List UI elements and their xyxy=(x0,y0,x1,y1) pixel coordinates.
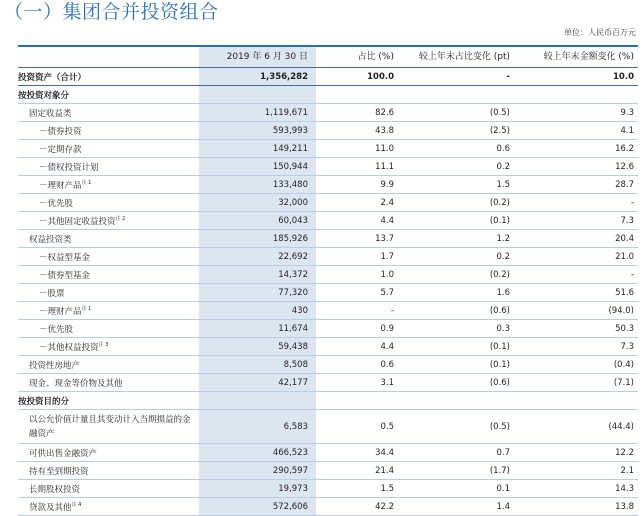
row-label xyxy=(18,462,199,480)
table-row xyxy=(18,194,638,212)
cell-v2: 13.7 xyxy=(316,230,402,248)
cell-v4: 50.3 xyxy=(518,320,638,338)
cell-v1: 11,674 xyxy=(199,320,316,338)
portfolio-table xyxy=(18,45,638,516)
row-label xyxy=(18,140,199,158)
row-label xyxy=(18,122,199,140)
cell-v3: (0.6) xyxy=(402,374,518,392)
footnote-marker: 注 1 xyxy=(81,179,92,186)
cell-v4: 2.1 xyxy=(518,462,638,480)
row-label xyxy=(18,338,199,356)
row-label-text: 投资资产（合计） xyxy=(18,72,87,83)
cell-v2: 1.5 xyxy=(316,480,402,498)
table-row xyxy=(18,158,638,176)
table-row xyxy=(18,498,638,516)
row-label xyxy=(18,480,199,498)
table-row xyxy=(18,374,638,392)
cell-v2: 21.4 xyxy=(316,462,402,480)
cell-v2: 1.0 xyxy=(316,266,402,284)
cell-v4: (7.1) xyxy=(518,374,638,392)
cell-v2: 43.8 xyxy=(316,122,402,140)
cell-v3: 0.2 xyxy=(402,248,518,266)
table-row xyxy=(18,266,638,284)
header-ratio: 占比 (%) xyxy=(357,52,394,62)
cell-v2: 2.4 xyxy=(316,194,402,212)
row-label xyxy=(18,410,199,444)
cell-v2: 0.5 xyxy=(316,410,402,444)
cell-v1: 42,177 xyxy=(199,374,316,392)
cell-v1: 430 xyxy=(199,302,316,320)
cell-v3: (0.1) xyxy=(402,212,518,230)
row-label xyxy=(18,374,199,392)
row-label xyxy=(18,392,199,410)
cell-v3: (0.2) xyxy=(402,194,518,212)
cell-v4: (0.4) xyxy=(518,356,638,374)
row-label xyxy=(18,498,199,516)
cell-v4 xyxy=(518,86,638,104)
cell-v3 xyxy=(402,392,518,410)
header-date: 2019 年 6 月 30 日 xyxy=(226,52,308,62)
cell-v1: 290,597 xyxy=(199,462,316,480)
row-label-text: －定期存款 xyxy=(39,144,82,155)
cell-v3: - xyxy=(402,68,518,86)
table-row xyxy=(18,320,638,338)
cell-v3: (0.6) xyxy=(402,302,518,320)
row-label-text: 可供出售金融资产 xyxy=(29,448,98,459)
cell-v2: 11.0 xyxy=(316,140,402,158)
table-row xyxy=(18,230,638,248)
row-label xyxy=(18,176,199,194)
cell-v1: 572,606 xyxy=(199,498,316,516)
cell-v1: 593,993 xyxy=(199,122,316,140)
table-row xyxy=(18,356,638,374)
cell-v4: 9.3 xyxy=(518,104,638,122)
cell-v4: 12.6 xyxy=(518,158,638,176)
table-row xyxy=(18,284,638,302)
data-table xyxy=(18,68,638,516)
row-label-text: －债券型基金 xyxy=(39,270,91,281)
row-label xyxy=(18,158,199,176)
cell-v2: 9.9 xyxy=(316,176,402,194)
footnote-marker: 注 1 xyxy=(81,305,92,312)
cell-v1 xyxy=(199,86,316,104)
row-label-text: 现金、现金等价物及其他 xyxy=(29,378,123,389)
cell-v4: (44.4) xyxy=(518,410,638,444)
cell-v3: 1.6 xyxy=(402,284,518,302)
cell-v4: 28.7 xyxy=(518,176,638,194)
row-label-text: 权益投资类 xyxy=(29,234,72,245)
cell-v1: 59,438 xyxy=(199,338,316,356)
row-label-text: －优先股 xyxy=(39,324,74,335)
cell-v2: 34.4 xyxy=(316,444,402,462)
table-row xyxy=(18,462,638,480)
row-label xyxy=(18,248,199,266)
cell-v1: 60,043 xyxy=(199,212,316,230)
row-label-text: －权益型基金 xyxy=(39,252,91,263)
table-row xyxy=(18,212,638,230)
table-row xyxy=(18,140,638,158)
table-row xyxy=(18,176,638,194)
cell-v4: - xyxy=(518,266,638,284)
row-label-text: －债权投资计划 xyxy=(39,162,99,173)
table-row xyxy=(18,68,638,86)
cell-v1: 1,356,282 xyxy=(199,68,316,86)
cell-v1: 149,211 xyxy=(199,140,316,158)
cell-v2: 5.7 xyxy=(316,284,402,302)
header-amount-change: 较上年末金额变化 (%) xyxy=(543,52,634,62)
table-header xyxy=(18,47,638,68)
cell-v3: 1.2 xyxy=(402,230,518,248)
table-row xyxy=(18,392,638,410)
row-label-text: －理财产品 xyxy=(39,306,82,317)
cell-v3: 1.4 xyxy=(402,498,518,516)
cell-v2: 11.1 xyxy=(316,158,402,176)
row-label xyxy=(18,212,199,230)
cell-v2: 42.2 xyxy=(316,498,402,516)
row-label-text: 持有至到期投资 xyxy=(29,466,89,477)
cell-v4: 14.3 xyxy=(518,480,638,498)
unit-label: 单位：人民币百万元 xyxy=(564,28,636,37)
row-label-text: －债券投资 xyxy=(39,126,82,137)
row-label-text: －优先股 xyxy=(39,198,74,209)
cell-v2: 0.9 xyxy=(316,320,402,338)
cell-v2: 4.4 xyxy=(316,338,402,356)
cell-v1: 14,372 xyxy=(199,266,316,284)
cell-v3 xyxy=(402,86,518,104)
table-row xyxy=(18,122,638,140)
row-label xyxy=(18,444,199,462)
cell-v2: 1.7 xyxy=(316,248,402,266)
footnote-marker: 注 2 xyxy=(115,215,126,222)
cell-v1: 1,119,671 xyxy=(199,104,316,122)
cell-v2: 82.6 xyxy=(316,104,402,122)
cell-v2: 4.4 xyxy=(316,212,402,230)
cell-v1: 150,944 xyxy=(199,158,316,176)
row-label xyxy=(18,230,199,248)
table-body xyxy=(18,68,638,516)
row-label xyxy=(18,356,199,374)
footnote-marker: 注 4 xyxy=(71,501,82,508)
row-label-text: 固定收益类 xyxy=(29,108,72,119)
row-label xyxy=(18,68,199,86)
table-row xyxy=(18,86,638,104)
cell-v4: 12.2 xyxy=(518,444,638,462)
cell-v1: 19,973 xyxy=(199,480,316,498)
cell-v4: 7.3 xyxy=(518,338,638,356)
table-row xyxy=(18,302,638,320)
section-heading: （一）集团合并投资组合 xyxy=(4,1,219,23)
cell-v2: 100.0 xyxy=(316,68,402,86)
row-label-text: 以公允价值计量且其变动计入当期损益的金融资产 xyxy=(29,414,191,439)
row-label xyxy=(18,104,199,122)
cell-v3: 0.3 xyxy=(402,320,518,338)
cell-v3: 0.1 xyxy=(402,480,518,498)
cell-v3: 0.7 xyxy=(402,444,518,462)
cell-v4: 21.0 xyxy=(518,248,638,266)
row-label xyxy=(18,194,199,212)
cell-v4: (94.0) xyxy=(518,302,638,320)
cell-v4 xyxy=(518,392,638,410)
row-label-text: －其他固定收益投资 xyxy=(39,216,116,227)
row-label xyxy=(18,320,199,338)
cell-v4: 7.3 xyxy=(518,212,638,230)
table-row xyxy=(18,104,638,122)
row-label-text: －其他权益投资 xyxy=(39,342,99,353)
cell-v1: 185,926 xyxy=(199,230,316,248)
cell-v2 xyxy=(316,86,402,104)
row-label-text: 贷款及其他 xyxy=(29,502,72,513)
table-row xyxy=(18,444,638,462)
table-row xyxy=(18,410,638,444)
row-label-text: 按投资对象分 xyxy=(18,90,70,101)
cell-v1: 22,692 xyxy=(199,248,316,266)
row-label-text: 按投资目的分 xyxy=(18,396,70,407)
row-label-text: 长期股权投资 xyxy=(29,484,81,495)
row-label xyxy=(18,284,199,302)
cell-v3: 0.2 xyxy=(402,158,518,176)
row-label-text: 投资性房地产 xyxy=(29,360,81,371)
cell-v3: 0.6 xyxy=(402,140,518,158)
row-label xyxy=(18,86,199,104)
cell-v2 xyxy=(316,392,402,410)
cell-v1: 8,508 xyxy=(199,356,316,374)
cell-v3: (0.1) xyxy=(402,356,518,374)
cell-v1: 77,320 xyxy=(199,284,316,302)
cell-v4: 10.0 xyxy=(518,68,638,86)
cell-v1 xyxy=(199,392,316,410)
cell-v2: 0.6 xyxy=(316,356,402,374)
cell-v4: 13.8 xyxy=(518,498,638,516)
cell-v3: (2.5) xyxy=(402,122,518,140)
row-label xyxy=(18,302,199,320)
table-row xyxy=(18,480,638,498)
cell-v3: (1.7) xyxy=(402,462,518,480)
row-label-text: －理财产品 xyxy=(39,180,82,191)
cell-v1: 133,480 xyxy=(199,176,316,194)
cell-v3: (0.1) xyxy=(402,338,518,356)
header-ratio-change: 较上年末占比变化 (pt) xyxy=(418,52,510,62)
cell-v2: 3.1 xyxy=(316,374,402,392)
cell-v3: (0.5) xyxy=(402,410,518,444)
table-row xyxy=(18,338,638,356)
cell-v3: 1.5 xyxy=(402,176,518,194)
cell-v4: 20.4 xyxy=(518,230,638,248)
row-label-text: －股票 xyxy=(39,288,65,299)
cell-v4: 4.1 xyxy=(518,122,638,140)
cell-v3: (0.2) xyxy=(402,266,518,284)
footnote-marker: 注 3 xyxy=(98,341,109,348)
cell-v4: 16.2 xyxy=(518,140,638,158)
cell-v4: 51.6 xyxy=(518,284,638,302)
cell-v4: - xyxy=(518,194,638,212)
cell-v1: 6,583 xyxy=(199,410,316,444)
cell-v1: 32,000 xyxy=(199,194,316,212)
cell-v2: - xyxy=(316,302,402,320)
table-row xyxy=(18,248,638,266)
row-label xyxy=(18,266,199,284)
cell-v3: (0.5) xyxy=(402,104,518,122)
cell-v1: 466,523 xyxy=(199,444,316,462)
